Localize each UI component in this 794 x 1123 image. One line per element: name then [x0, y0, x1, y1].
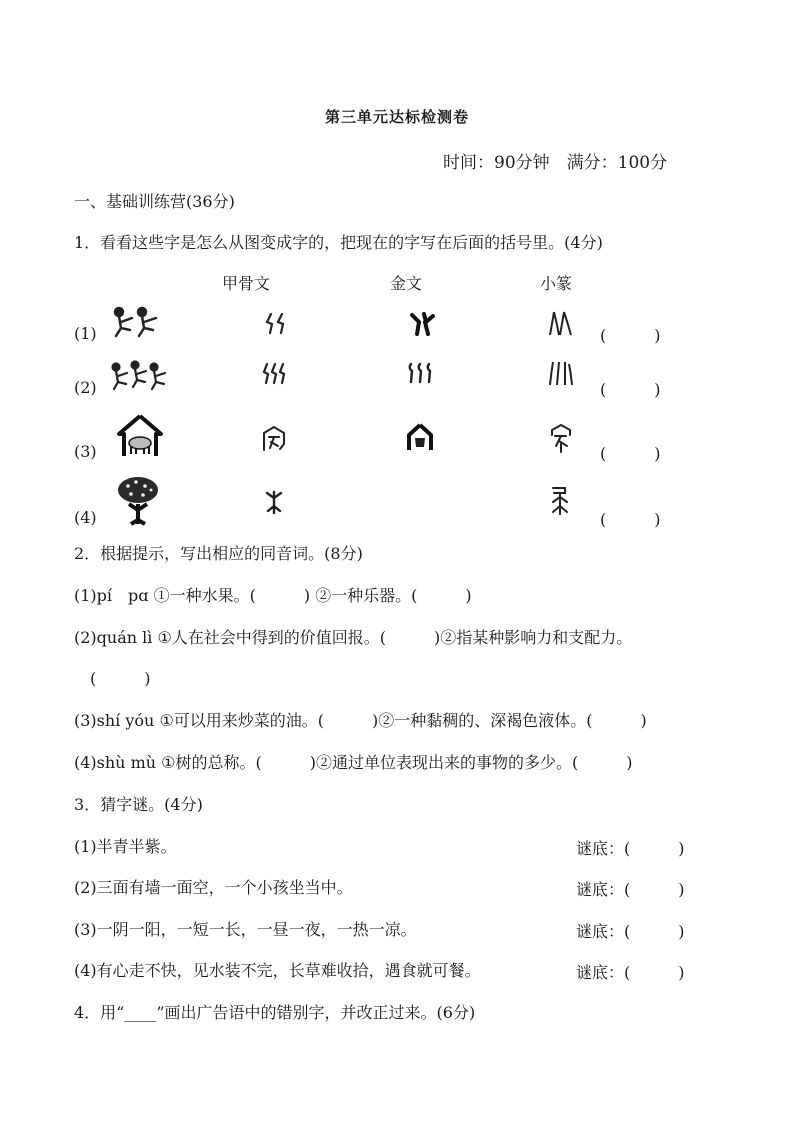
q1-answer-blank[interactable]: ( ) [600, 510, 661, 529]
riddle-answer-field[interactable]: 谜底：( ) [576, 963, 685, 982]
oracle-bone-glyph-icon [260, 424, 288, 454]
q2-line: ( ) [74, 669, 151, 688]
q2-line: (4)shù mù ①树的总称。( )②通过单位表现出来的事物的多少。( ) [74, 753, 633, 772]
riddle-text: (4)有心走不快，见水装不完，长草难收拾，遇食就可餐。 [74, 961, 481, 980]
riddle-text: (2)三面有墙一面空，一个小孩坐当中。 [74, 878, 353, 897]
two-people-pictograph-icon [108, 304, 168, 340]
riddle-answer-field[interactable]: 谜底：( ) [576, 880, 685, 899]
riddle-answer-field[interactable]: 谜底：( ) [576, 839, 685, 858]
oracle-bone-glyph-icon [262, 488, 286, 516]
tree-pictograph-icon [116, 474, 160, 526]
q1-row-1-label: (1) [74, 324, 97, 343]
house-with-pig-pictograph-icon [116, 414, 164, 458]
q1-row-4-label: (4) [74, 508, 97, 527]
bronze-glyph-icon [408, 309, 436, 337]
q1-row-3-label: (3) [74, 442, 97, 461]
riddle-text: (3)一阴一阳，一短一长，一昼一夜，一热一凉。 [74, 920, 417, 939]
small-seal-glyph-icon [549, 484, 571, 518]
question-1-prompt: 1．看看这些字是怎么从图变成字的，把现在的字写在后面的括号里。(4分) [74, 233, 603, 252]
q1-answer-blank[interactable]: ( ) [600, 444, 661, 463]
column-header-bronze: 金文 [390, 274, 423, 293]
q1-row-2-label: (2) [74, 378, 97, 397]
three-people-pictograph-icon [108, 358, 170, 392]
section-heading: 一、基础训练营(36分) [74, 192, 235, 211]
exam-title: 第三单元达标检测卷 [324, 108, 469, 126]
riddle-answer-field[interactable]: 谜底：( ) [576, 922, 685, 941]
question-2-prompt: 2．根据提示，写出相应的同音词。(8分) [74, 544, 363, 563]
oracle-bone-glyph-icon [262, 310, 290, 336]
oracle-bone-glyph-icon [260, 360, 290, 386]
q1-answer-blank[interactable]: ( ) [600, 380, 661, 399]
question-3-prompt: 3．猜字谜。(4分) [74, 795, 203, 814]
question-4-prompt: 4．用“____”画出广告语中的错别字，并改正过来。(6分) [74, 1003, 476, 1022]
small-seal-glyph-icon [548, 422, 574, 454]
bronze-glyph-icon [406, 360, 436, 386]
exam-info: 时间：90分钟 满分：100分 [443, 153, 668, 173]
q2-line: (3)shí yóu ①可以用来炒菜的油。( )②一种黏稠的、深褐色液体。( ) [74, 711, 647, 730]
riddle-text: (1)半青半紫。 [74, 837, 177, 856]
small-seal-glyph-icon [547, 358, 575, 388]
q1-answer-blank[interactable]: ( ) [600, 326, 661, 345]
q2-line: (2)quán lì ①人在社会中得到的价值回报。( )②指某种影响力和支配力。 [74, 628, 633, 647]
small-seal-glyph-icon [548, 308, 574, 338]
bronze-glyph-icon [406, 423, 434, 453]
column-header-small-seal: 小篆 [540, 274, 573, 293]
column-header-oracle-bone: 甲骨文 [222, 274, 271, 293]
q2-line: (1)pí pɑ ①一种水果。( ) ②一种乐器。( ) [74, 586, 472, 605]
